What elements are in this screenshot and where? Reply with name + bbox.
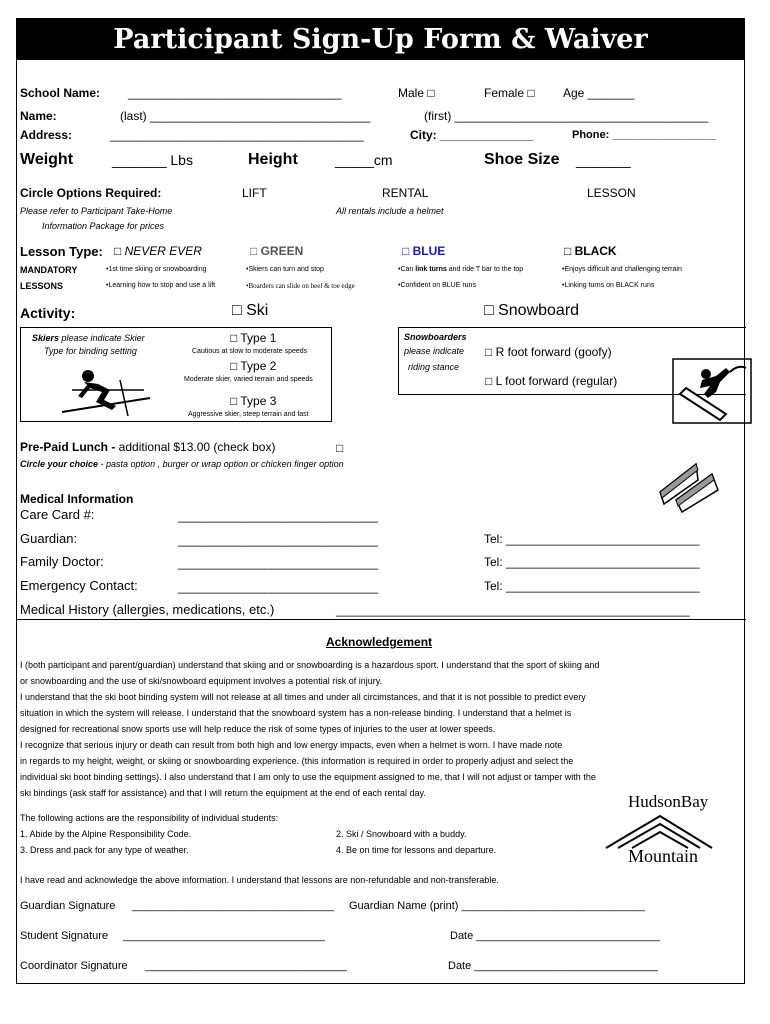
ack-line-8: individual ski boot binding settings). I also understand that I am only to use the equipment assigned to me, that I will not adjust or tamper with the: [20, 772, 596, 782]
coordinator-signature-field[interactable]: _________________________________: [145, 960, 347, 972]
acknowledgement-heading: Acknowledgement: [326, 635, 433, 649]
guardian-signature-label: Guardian Signature: [20, 900, 116, 912]
lessons-label: LESSONS: [20, 281, 64, 291]
skiers-note-1: [32, 333, 145, 343]
lesson-green[interactable]: □ GREEN: [250, 244, 304, 258]
black-desc-1: •Enjoys difficult and challenging terrain: [562, 266, 682, 273]
lunch-checkbox[interactable]: □: [336, 441, 344, 455]
guardian-signature-field[interactable]: _________________________________: [132, 900, 334, 912]
responsibility-intro: The following actions are the responsibility of individual students:: [20, 813, 279, 823]
weight-field[interactable]: _______ Lbs: [112, 152, 193, 168]
snowboarders-note-2: riding stance: [408, 362, 460, 372]
blue-desc-1: [398, 266, 523, 273]
ski-type-2[interactable]: □ Type 2: [230, 359, 277, 373]
activity-label: Activity:: [20, 305, 76, 321]
snowboarders-label: Snowboarders: [404, 332, 467, 342]
first-name-field[interactable]: (first) ______________________________________: [424, 109, 709, 123]
option-lift[interactable]: LIFT: [242, 186, 267, 200]
skiers-bold: Skiers: [32, 333, 60, 343]
never-ever-desc-2: •Learning how to stop and use a lift: [106, 282, 216, 289]
skiers-note-2: Type for binding setting: [44, 346, 137, 356]
lunch-choice-bold: Circle your choice: [20, 459, 99, 469]
black-desc-2: •Linking turns on BLACK runs: [562, 282, 655, 289]
responsibility-1: 1. Abide by the Alpine Responsibility Code.: [20, 829, 192, 839]
age-field[interactable]: Age _______: [563, 86, 635, 100]
form-title: Participant Sign-Up Form & Waiver: [17, 19, 744, 60]
family-doctor-label: Family Doctor:: [20, 554, 104, 569]
emergency-contact-label: Emergency Contact:: [20, 578, 138, 593]
school-name-label: School Name:: [20, 86, 101, 100]
name-label: Name:: [20, 109, 57, 123]
lesson-never-ever[interactable]: □ NEVER EVER: [114, 244, 202, 258]
emergency-contact-field[interactable]: ______________________________: [178, 580, 379, 594]
last-name-field[interactable]: (last) _________________________________: [120, 109, 371, 123]
lunch-label-bold: Pre-Paid Lunch -: [20, 440, 116, 454]
lunch-choice: [20, 459, 344, 469]
responsibility-4: 4. Be on time for lessons and departure.: [336, 845, 497, 855]
lunch-label-rest: additional $13.00 (check box): [115, 440, 276, 454]
ski-type-2-desc: Moderate skier, varied terrain and speeds: [184, 376, 313, 383]
ack-line-7: in regards to my height, weight, or skiing or snowboarding experience. (this information is required in order to properly adjust and select the: [20, 756, 574, 766]
student-signature-label: Student Signature: [20, 930, 109, 942]
height-label: Height: [248, 151, 298, 168]
lesson-blue[interactable]: □ BLUE: [402, 244, 446, 258]
never-ever-desc-1: •1st time skiing or snowboarding: [106, 266, 207, 273]
medical-heading: Medical Information: [20, 492, 134, 506]
female-checkbox[interactable]: Female □: [484, 86, 535, 100]
ski-type-3-desc: Aggressive skier, steep terrain and fast: [188, 411, 309, 418]
activity-snowboard[interactable]: □ Snowboard: [484, 302, 580, 319]
blue-desc-1c: and ride T bar to the top: [446, 266, 524, 273]
skier-icon: [58, 362, 154, 418]
lunch-choice-rest: - pasta option , burger or wrap option or chicken finger option: [98, 459, 344, 469]
coordinator-date-field[interactable]: Date ______________________________: [448, 960, 658, 972]
stance-regular[interactable]: □ L foot forward (regular): [485, 374, 618, 388]
activity-ski[interactable]: □ Ski: [232, 302, 269, 319]
responsibility-2: 2. Ski / Snowboard with a buddy.: [336, 829, 467, 839]
green-desc-1: •Skiers can turn and stop: [246, 266, 324, 273]
ack-line-4: situation in which the system will release. I understand that the snowboard system has a non-release binding. I understand that a helmet is: [20, 708, 572, 718]
sandwich-icon: [656, 458, 722, 514]
ski-type-3[interactable]: □ Type 3: [230, 394, 277, 408]
ack-line-6: I recognize that serious injury or death can result from both high and low energy impacts, even when a helmet is worn. I have made note: [20, 740, 563, 750]
option-lesson[interactable]: LESSON: [587, 186, 636, 200]
stance-goofy[interactable]: □ R foot forward (goofy): [485, 345, 612, 359]
shoe-size-field[interactable]: _______: [576, 152, 631, 168]
option-rental[interactable]: RENTAL: [382, 186, 429, 200]
blue-desc-1b: link turns: [415, 266, 447, 273]
circle-options-label: Circle Options Required:: [20, 186, 162, 200]
blue-desc-2: •Confident on BLUE runs: [398, 282, 476, 289]
final-acknowledgement: I have read and acknowledge the above information. I understand that lessons are non-refundable and non-transferable.: [20, 875, 499, 885]
doctor-tel-field[interactable]: Tel: _____________________________: [484, 555, 700, 569]
ski-type-1[interactable]: □ Type 1: [230, 331, 277, 345]
responsibility-3: 3. Dress and pack for any type of weather.: [20, 845, 189, 855]
ack-line-2: or snowboarding and the use of ski/snowboard equipment involves a potential risk of injury.: [20, 676, 383, 686]
address-field[interactable]: ______________________________________: [110, 128, 364, 142]
phone-field[interactable]: Phone: _________________: [572, 129, 717, 141]
skiers-rest: please indicate Skier: [59, 333, 145, 343]
mountain-logo-icon: [604, 812, 714, 850]
coordinator-signature-label: Coordinator Signature: [20, 960, 128, 972]
logo-text-mountain: Mountain: [628, 846, 698, 866]
family-doctor-field[interactable]: ______________________________: [178, 556, 379, 570]
mandatory-label: MANDATORY: [20, 265, 78, 275]
care-card-label: Care Card #:: [20, 507, 95, 522]
ack-line-3: I understand that the ski boot binding system will not release at all times and under all circimstances, and that it is not possible to predict every: [20, 692, 586, 702]
guardian-field[interactable]: ______________________________: [178, 533, 379, 547]
guardian-name-field[interactable]: Guardian Name (print) ______________________________: [349, 900, 646, 912]
address-label: Address:: [20, 128, 73, 142]
snowboarders-note-1: please indicate: [404, 346, 465, 356]
logo-text-hudsonbay: HudsonBay: [628, 792, 709, 811]
height-field[interactable]: _____cm: [335, 152, 393, 168]
care-card-field[interactable]: ______________________________: [178, 509, 379, 523]
weight-label: Weight: [20, 151, 74, 168]
student-date-field[interactable]: Date ______________________________: [450, 930, 660, 942]
options-note-line2: Information Package for prices: [42, 221, 165, 231]
blue-desc-1a: •Can: [398, 266, 416, 273]
city-field[interactable]: City: ______________: [410, 128, 534, 142]
ski-type-1-desc: Cautious at slow to moderate speeds: [192, 348, 308, 355]
medical-history-label: Medical History (allergies, medications, etc.): [20, 602, 275, 617]
snowboarder-icon: [672, 358, 752, 424]
medical-history-field[interactable]: _____________________________________________________: [336, 603, 690, 617]
ack-line-9: ski bindings (ask staff for assistance) and that I will return the equipment at the end of each rental day.: [20, 788, 426, 798]
student-signature-field[interactable]: _________________________________: [123, 930, 325, 942]
male-checkbox[interactable]: Male □: [398, 86, 435, 100]
guardian-tel-field[interactable]: Tel: _____________________________: [484, 532, 700, 546]
school-name-field[interactable]: ________________________________: [128, 86, 342, 100]
lesson-black[interactable]: □ BLACK: [564, 244, 617, 258]
emergency-tel-field[interactable]: Tel: _____________________________: [484, 579, 700, 593]
ack-line-5: designed for recreational snow sports use will help reduce the risk of some types of injuries to the user at lower speeds.: [20, 724, 496, 734]
section-divider: [16, 619, 746, 620]
lesson-type-label: Lesson Type:: [20, 244, 103, 259]
rental-helmet-note: All rentals include a helmet: [336, 206, 444, 216]
lunch-label: [20, 440, 275, 454]
ack-line-1: I (both participant and parent/guardian) understand that skiing and or snowboarding is a hazardous sport. I understand that the sport of skiing and: [20, 660, 600, 670]
shoe-size-label: Shoe Size: [484, 151, 560, 168]
green-desc-2: •Boarders can slide on heel & toe edge: [246, 282, 355, 290]
guardian-label: Guardian:: [20, 531, 78, 546]
options-note-line1: Please refer to Participant Take-Home: [20, 206, 173, 216]
